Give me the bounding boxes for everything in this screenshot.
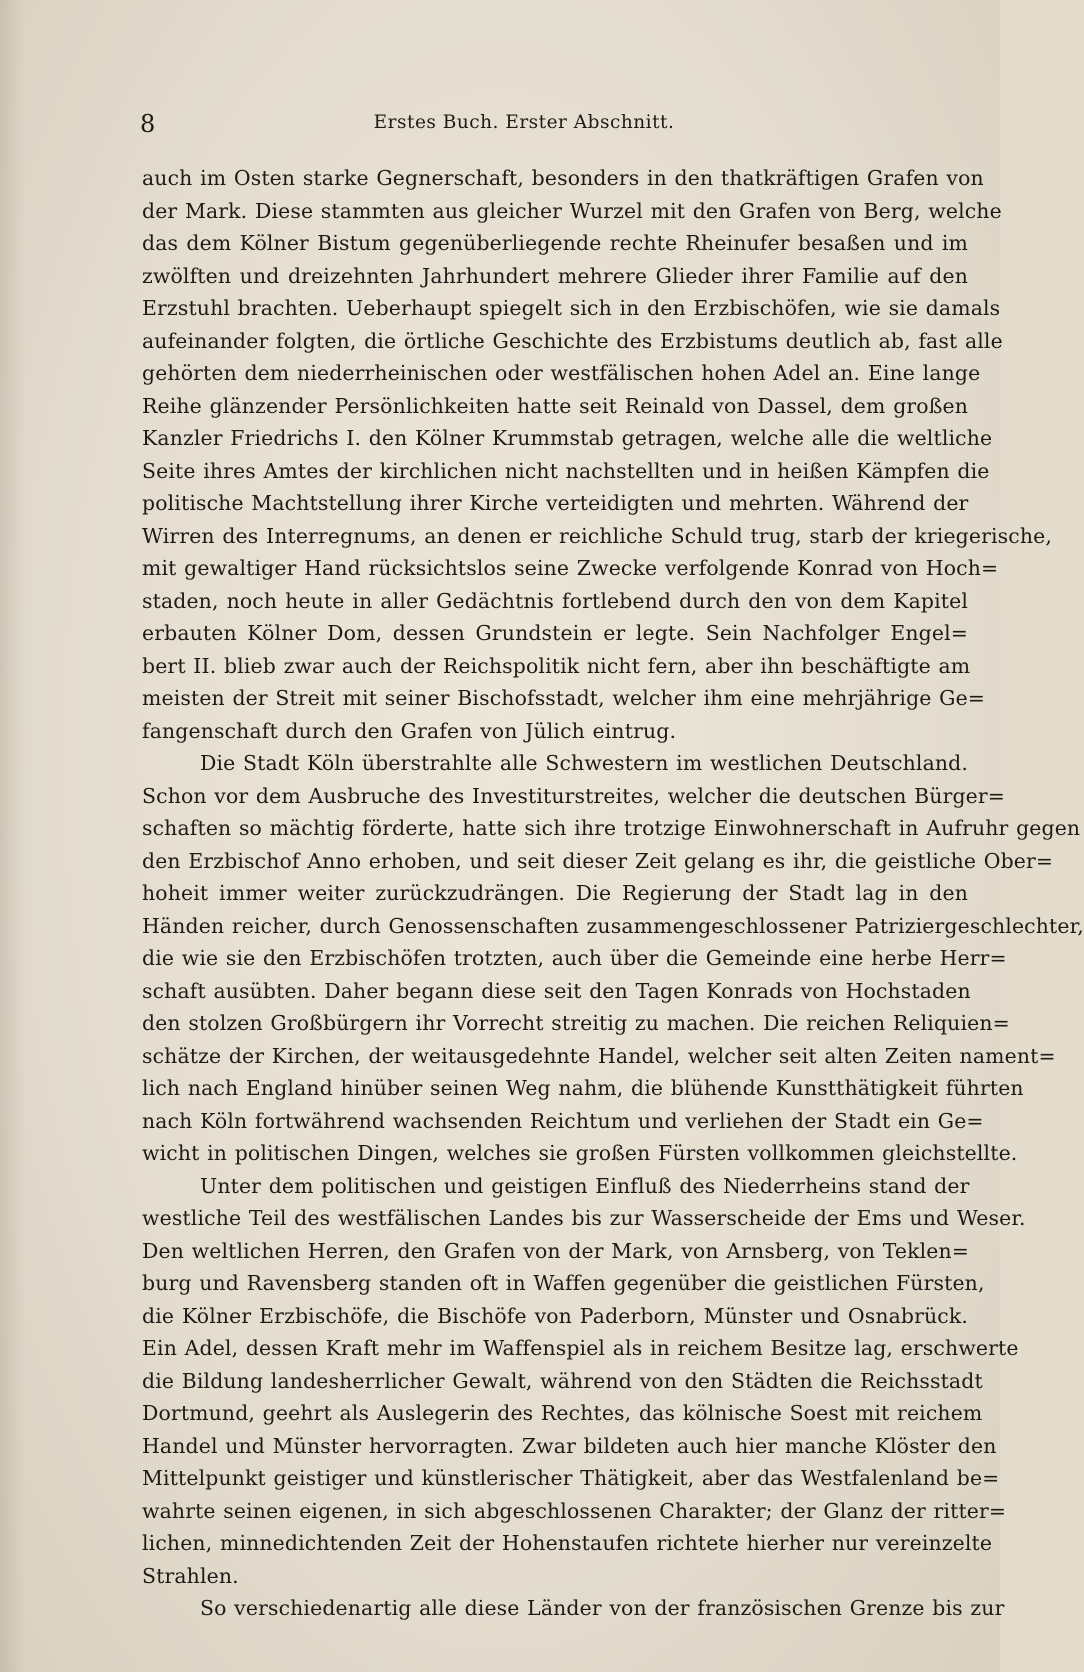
text-line: aufeinander folgten, die örtliche Geschichte des Erzbistums deutlich ab, fast alle [142,328,1003,353]
text-line: die wie sie den Erzbischöfen trotzten, auch über die Gemeinde eine herbe Herr= [142,946,1007,970]
text-line: Reihe glänzender Persönlichkeiten hatte seit Reinald von Dassel, dem großen [142,393,968,418]
text-line: Unter dem politischen und geistigen Einfluß des Niederrheins stand der [200,1173,970,1198]
text-line: burg und Ravensberg standen oft in Waffen gegenüber die geistlichen Fürsten, [142,1271,985,1295]
text-line: wicht in politischen Dingen, welches sie großen Fürsten vollkommen gleichstellte. [142,1141,1018,1165]
text-line: fangenschaft durch den Grafen von Jülich eintrug. [142,718,677,743]
text-line: Den weltlichen Herren, den Grafen von der Mark, von Arnsberg, von Teklen= [142,1238,970,1263]
text-line: gehörten dem niederrheinischen oder westfälischen hohen Adel an. Eine lange [142,361,981,385]
text-line: Erzstuhl brachten. Ueberhaupt spiegelt sich in den Erzbischöfen, wie sie damals [142,296,1001,320]
text-line: das dem Kölner Bistum gegenüberliegende rechte Rheinufer besaßen und im [142,231,968,255]
text-line: nach Köln fortwährend wachsenden Reichtum und verliehen der Stadt ein Ge= [142,1108,984,1133]
text-line: lichen, minnedichtenden Zeit der Hohenstaufen richtete hierher nur vereinzelte [142,1531,993,1555]
text-line: schätze der Kirchen, der weitausgedehnte Handel, welcher seit alten Zeiten nament= [142,1043,1056,1068]
text-line: hoheit immer weiter zurückzudrängen. Die Regierung der Stadt lag in den [142,881,968,905]
text-line: Kanzler Friedrichs I. den Kölner Krummstab getragen, welche alle die weltliche [142,426,993,450]
text-line: zwölften und dreizehnten Jahrhundert mehrere Glieder ihrer Familie auf den [142,263,968,288]
text-line: meisten der Streit mit seiner Bischofsstadt, welcher ihm eine mehrjährige Ge= [142,686,986,710]
text-line: den stolzen Großbürgern ihr Vorrecht streitig zu machen. Die reichen Reliquien= [142,1011,1010,1035]
text-line: Strahlen. [142,1563,239,1588]
text-line: der Mark. Diese stammten aus gleicher Wurzel mit den Grafen von Berg, welche [142,198,1002,223]
text-line: die Bildung landesherrlicher Gewalt, während von den Städten die Reichsstadt [142,1368,983,1393]
text-line: westliche Teil des westfälischen Landes bis zur Wasserscheide der Ems und Weser. [142,1206,1026,1230]
body-text [142,162,1084,1625]
running-head-title: Erstes Buch. Erster Abschnitt. [373,112,675,133]
text-line: politische Machtstellung ihrer Kirche verteidigten und mehrten. Während der [142,491,969,515]
text-line: Mittelpunkt geistiger und künstlerischer Thätigkeit, aber das Westfalenland be= [142,1466,1000,1490]
text-line: Dortmund, geehrt als Auslegerin des Rechtes, das kölnische Soest mit reichem [142,1401,983,1425]
text-line: mit gewaltiger Hand rücksichtslos seine Zwecke verfolgende Konrad von Hoch= [142,556,999,580]
text-line: Wirren des Interregnums, an denen er reichliche Schuld trug, starb der kriegerische, [142,523,1052,548]
text-line: den Erzbischof Anno erhoben, und seit dieser Zeit gelang es ihr, die geistliche Ober= [142,848,1054,873]
text-line: bert II. blieb zwar auch der Reichspolitik nicht fern, aber ihn beschäftigte am [142,653,971,678]
text-line: erbauten Kölner Dom, dessen Grundstein er legte. Sein Nachfolger Engel= [142,621,968,645]
text-line: Schon vor dem Ausbruche des Investiturstreites, welcher die deutschen Bürger= [142,783,1006,808]
page-gutter-shadow [0,0,26,1672]
text-line: Seite ihres Amtes der kirchlichen nicht nachstellten und in heißen Kämpfen die [142,458,990,483]
text-line: Die Stadt Köln überstrahlte alle Schwestern im westlichen Deutschland. [200,751,968,775]
text-line: Händen reicher, durch Genossenschaften zusammengeschlossener Patriziergeschlechter, [142,913,1084,938]
text-line: staden, noch heute in aller Gedächtnis fortlebend durch den von dem Kapitel [142,588,968,613]
text-line: Handel und Münster hervorragten. Zwar bildeten auch hier manche Klöster den [142,1433,997,1458]
text-line: auch im Osten starke Gegnerschaft, besonders in den thatkräftigen Grafen von [142,166,984,190]
text-line: lich nach England hinüber seinen Weg nahm, die blühende Kunstthätigkeit führten [142,1076,1024,1100]
page-number: 8 [140,110,156,138]
text-line: Ein Adel, dessen Kraft mehr im Waffenspiel als in reichem Besitze lag, erschwerte [142,1336,1019,1360]
text-line: die Kölner Erzbischöfe, die Bischöfe von Paderborn, Münster und Osnabrück. [142,1303,968,1328]
text-line: schaft ausübten. Daher begann diese seit den Tagen Konrads von Hochstaden [142,978,971,1003]
text-line: So verschiedenartig alle diese Länder von der französischen Grenze bis zur [200,1596,1005,1620]
text-line: schaften so mächtig förderte, hatte sich ihre trotzige Einwohnerschaft in Aufruhr gegen [142,816,1081,840]
running-head [140,110,908,140]
text-line: wahrte seinen eigenen, in sich abgeschlossenen Charakter; der Glanz der ritter= [142,1498,1007,1523]
